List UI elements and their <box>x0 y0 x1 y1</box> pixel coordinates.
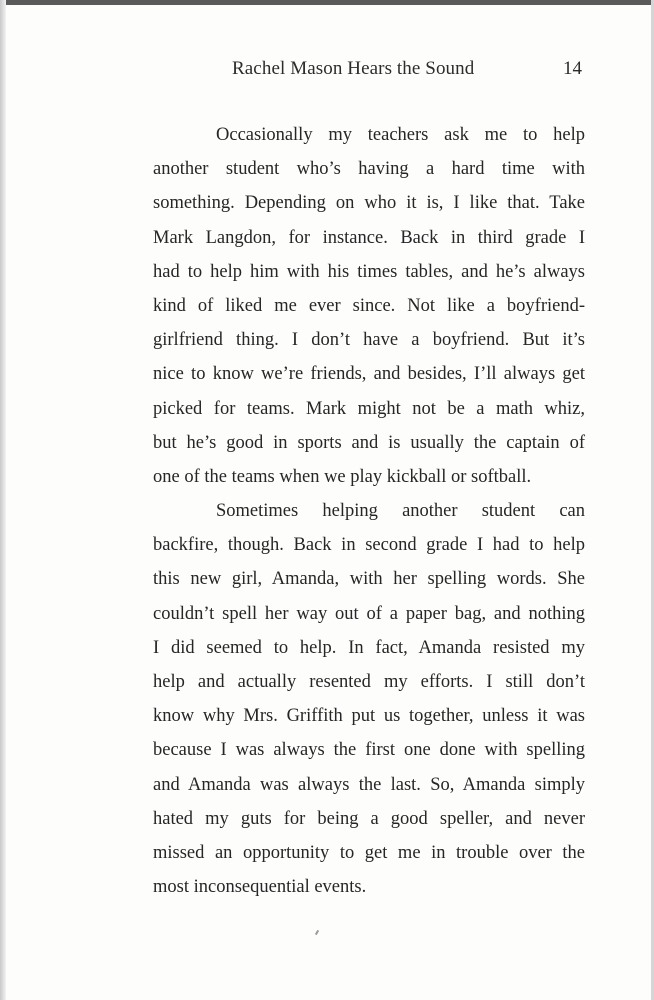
text-line: and Amanda was always the last. So, Amanda simply <box>153 774 585 795</box>
text-line: one of the teams when we play kickball or softball. <box>153 466 532 487</box>
text-line: nice to know we’re friends, and besides, I’ll always get <box>153 364 585 385</box>
text-line: had to help him with his times tables, and he’s always <box>153 261 585 282</box>
text-line: help and actually resented my efforts. I still don’t <box>153 672 585 692</box>
text-line: backfire, though. Back in second grade I had to help <box>153 535 585 556</box>
text-line: missed an opportunity to get me in trouble over the <box>153 842 585 863</box>
text-line: Mark Langdon, for instance. Back in third grade I <box>153 227 585 248</box>
text-line: this new girl, Amanda, with her spelling words. She <box>153 569 585 590</box>
text-line: know why Mrs. Griffith put us together, unless it was <box>153 706 585 727</box>
running-head-title: Rachel Mason Hears the Sound <box>232 58 475 79</box>
text-line: but he’s good in sports and is usually the captain of <box>153 432 585 453</box>
text-line: couldn’t spell her way out of a paper bag, and nothing <box>153 603 585 624</box>
text-line: kind of liked me ever since. Not like a boyfriend- <box>153 295 585 316</box>
scan-speck <box>315 930 319 935</box>
page-number: 14 <box>563 58 582 79</box>
text-line: I did seemed to help. In fact, Amanda resisted my <box>153 637 585 658</box>
text-line: Sometimes helping another student can <box>216 501 585 522</box>
text-line: most inconsequential events. <box>153 877 367 898</box>
text-line: another student who’s having a hard time with <box>153 159 585 180</box>
text-line: girlfriend thing. I don’t have a boyfriend. But it’s <box>153 330 585 351</box>
text-line: because I was always the first one done with spelling <box>153 740 585 761</box>
text-line: hated my guts for being a good speller, and never <box>153 808 585 829</box>
page-gutter-shadow <box>0 0 6 1000</box>
text-line: something. Depending on who it is, I like that. Take <box>153 193 585 214</box>
text-line: picked for teams. Mark might not be a math whiz, <box>153 398 585 419</box>
scan-top-edge <box>0 0 654 5</box>
body-text <box>153 118 585 904</box>
text-line: Occasionally my teachers ask me to help <box>216 125 585 145</box>
